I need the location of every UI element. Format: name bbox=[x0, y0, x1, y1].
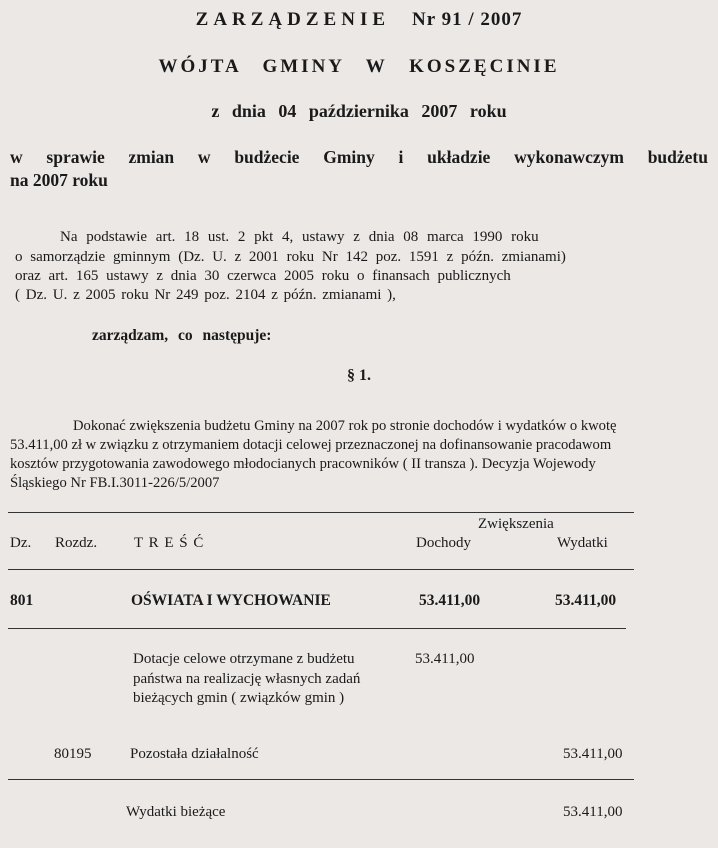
paragraph-line-1: Dokonać zwiększenia budżetu Gminy na 2007 rok po stronie dochodów i wydatków o kwotę bbox=[73, 418, 617, 434]
dotacje-line-1: Dotacje celowe otrzymane z budżetu bbox=[133, 651, 355, 667]
table-top-rule bbox=[8, 512, 634, 513]
legal-basis-line-3: oraz art. 165 ustawy z dnia 30 czerwca 2005 roku o finansach publicznych bbox=[15, 268, 511, 284]
paragraph-line-4: Śląskiego Nr FB.I.3011-226/5/2007 bbox=[10, 475, 220, 491]
header-zwiekszenia: Zwiększenia bbox=[478, 516, 554, 532]
row-801-name: OŚWIATA I WYCHOWANIE bbox=[131, 592, 331, 609]
rozdz-80195-wydatki: 53.411,00 bbox=[563, 746, 623, 762]
document-title bbox=[0, 9, 718, 31]
dotacje-line-2: państwa na realizację własnych zadań bbox=[133, 671, 361, 687]
header-rozdz: Rozdz. bbox=[55, 535, 98, 551]
wydatki-biezace-name: Wydatki bieżące bbox=[126, 804, 226, 820]
dotacje-line-3: bieżących gmin ( związków gmin ) bbox=[133, 690, 345, 706]
paragraph-line-3: kosztów przygotowania zawodowego młodocianych pracowników ( II transza ). Decyzja Wojewody bbox=[10, 456, 596, 472]
row-801-wydatki: 53.411,00 bbox=[555, 592, 617, 609]
rozdz-80195-name: Pozostała działalność bbox=[130, 746, 259, 762]
title-number: Nr 91 / 2007 bbox=[412, 9, 523, 30]
rozdz-bottom-rule bbox=[8, 779, 634, 780]
header-wydatki: Wydatki bbox=[557, 535, 608, 551]
paragraph-line-2: 53.411,00 zł w związku z otrzymaniem dotacji celowej przeznaczonej na dofinansowanie pracodawom bbox=[10, 437, 612, 453]
row-801-dz: 801 bbox=[10, 592, 34, 609]
ordering-clause: zarządzam, co następuje: bbox=[92, 327, 272, 344]
row-801-dochody: 53.411,00 bbox=[419, 592, 481, 609]
legal-basis-line-2: o samorządzie gminnym (Dz. U. z 2001 roku Nr 142 poz. 1591 z późn. zmianami) bbox=[15, 249, 566, 265]
issuing-authority: WÓJTA GMINY W KOSZĘCINIE bbox=[158, 56, 560, 77]
header-bottom-rule bbox=[8, 569, 634, 570]
rozdz-80195-code: 80195 bbox=[54, 746, 92, 762]
document-date: z dnia 04 października 2007 roku bbox=[211, 101, 507, 121]
section-bottom-rule bbox=[8, 628, 626, 629]
legal-basis-line-1: Na podstawie art. 18 ust. 2 pkt 4, ustawy z dnia 08 marca 1990 roku bbox=[60, 229, 539, 245]
dotacje-dochody: 53.411,00 bbox=[415, 651, 475, 667]
subject-line-1: w sprawie zmian w budżecie Gminy i układzie wykonawczym budżetu bbox=[10, 147, 708, 167]
header-dochody: Dochody bbox=[416, 535, 471, 551]
legal-basis-line-4: ( Dz. U. z 2005 roku Nr 249 poz. 2104 z późn. zmianami ), bbox=[15, 287, 396, 303]
section-mark bbox=[0, 367, 718, 385]
header-dz: Dz. bbox=[10, 535, 32, 551]
header-tresc: T R E Ś Ć bbox=[134, 535, 205, 551]
wydatki-biezace-wydatki: 53.411,00 bbox=[563, 804, 623, 820]
section-mark-text: § 1. bbox=[347, 367, 371, 384]
title-word: ZARZĄDZENIE bbox=[195, 9, 391, 30]
subject-line-2: na 2007 roku bbox=[10, 170, 108, 190]
